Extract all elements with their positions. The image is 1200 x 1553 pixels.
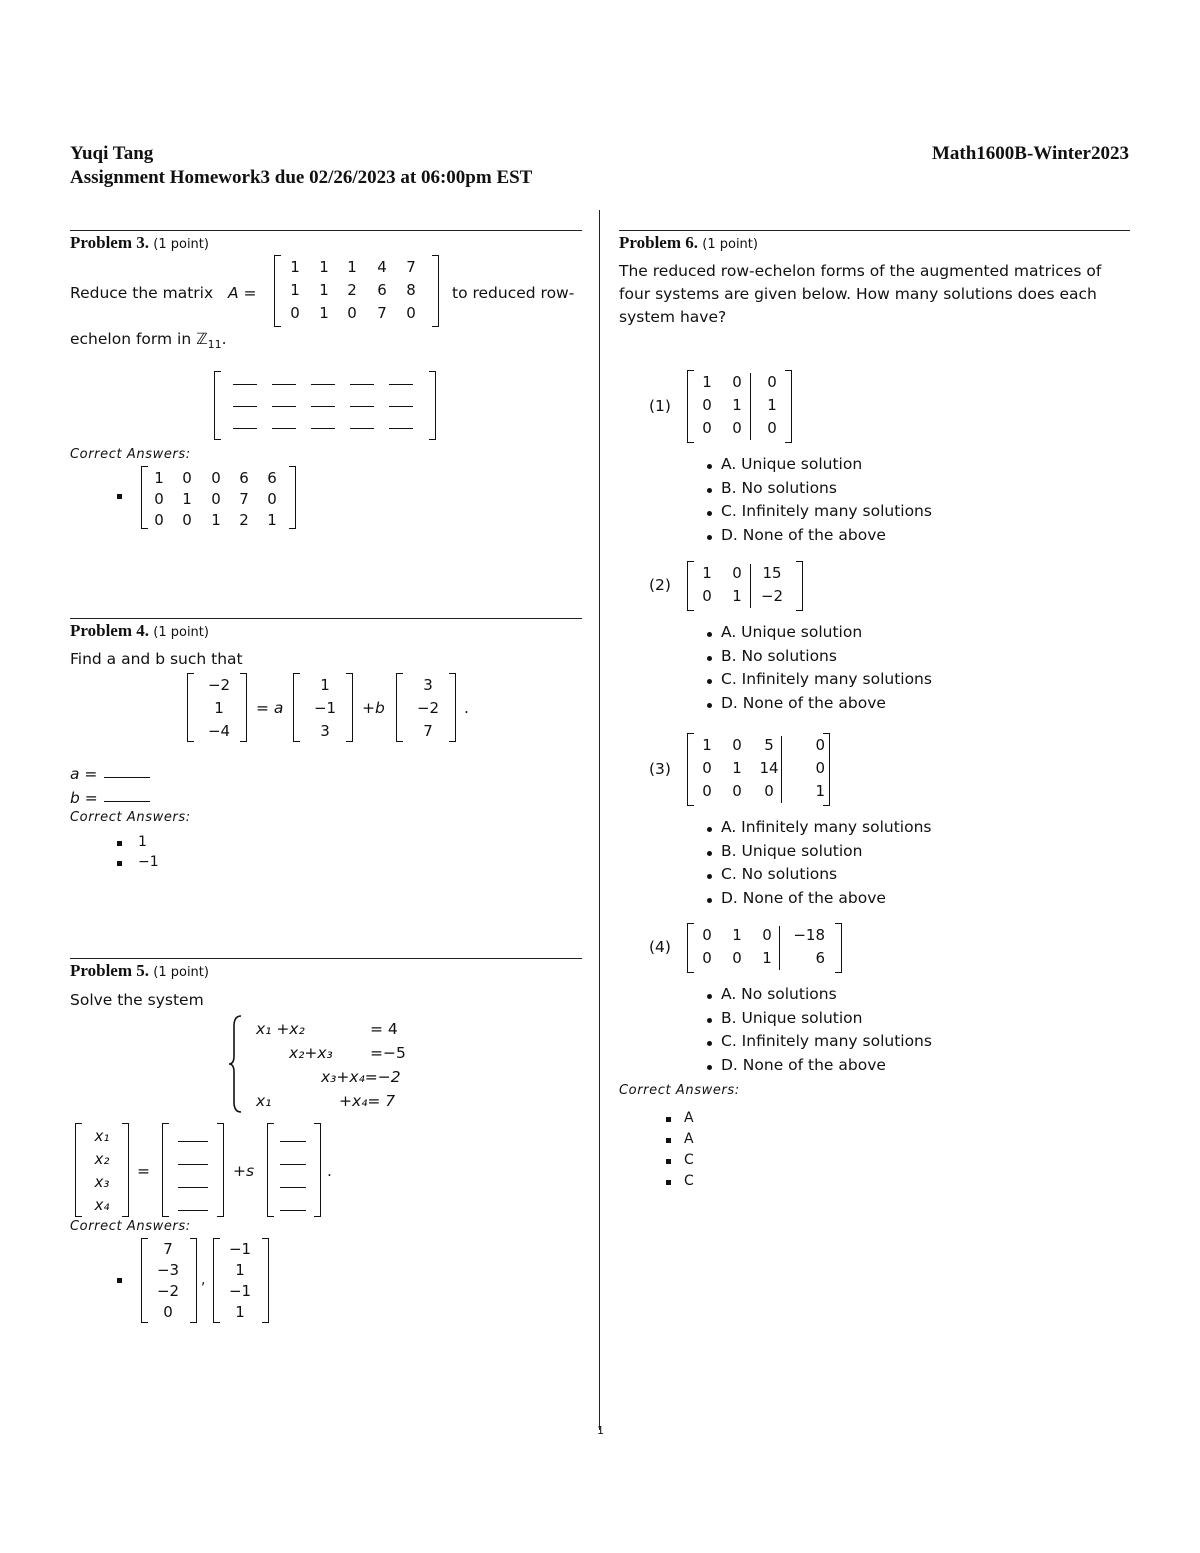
problem-3-text-line2: echelon form in ℤ$_{11}$. — [70, 330, 227, 352]
answer-matrix-input — [214, 371, 436, 441]
variable-cell: x₁ — [94, 1127, 110, 1145]
choice-bullet — [707, 874, 712, 879]
answer-blank-input[interactable] — [178, 1141, 208, 1142]
course-code: Math1600B-Winter2023 — [931, 143, 1129, 164]
matrix-cell: 0 — [732, 419, 742, 437]
variable-cell: x₂ — [94, 1150, 110, 1168]
matrix-cell: 0 — [815, 759, 825, 777]
choice-bullet — [707, 656, 712, 661]
matrix-cell: 6 — [239, 469, 249, 487]
choice-option: D. None of the above — [721, 525, 886, 544]
augment-bar — [779, 926, 780, 970]
answer-vector-2 — [213, 1238, 269, 1324]
system-row-2-rhs: =−5 — [370, 1044, 406, 1062]
matrix-cell: 4 — [377, 258, 387, 276]
choice-bullet — [707, 827, 712, 832]
matrix-cell: 1 — [290, 258, 300, 276]
augmented-matrix — [687, 370, 792, 444]
choice-bullet — [707, 851, 712, 856]
answer-blank-input[interactable] — [389, 384, 413, 385]
matrix-cell: −1 — [228, 1240, 252, 1258]
matrix-cell: 1 — [702, 736, 712, 754]
augment-bar — [750, 373, 751, 440]
matrix-cell: 0 — [764, 782, 774, 800]
augment-bar — [781, 736, 782, 803]
matrix-cell: 1 — [211, 511, 221, 529]
matrix-cell: 1 — [320, 676, 330, 694]
matrix-cell: 1 — [732, 587, 742, 605]
matrix-cell: −2 — [207, 676, 231, 694]
choice-bullet — [707, 464, 712, 469]
period: . — [327, 1162, 332, 1180]
answer-blank-input[interactable] — [389, 428, 413, 429]
answer-blank-input[interactable] — [350, 428, 374, 429]
problem-6-title: Problem 6. (1 point) — [619, 233, 758, 252]
b-input[interactable] — [104, 801, 150, 802]
answer-blank-input[interactable] — [272, 406, 296, 407]
system-row-4a: x₁ — [256, 1092, 272, 1110]
matrix-cell: 1 — [347, 258, 357, 276]
matrix-cell: 0 — [702, 396, 712, 414]
vector-2 — [396, 673, 456, 743]
answer-blank-input[interactable] — [233, 406, 257, 407]
matrix-cell: 1 — [702, 373, 712, 391]
answer-b: −1 — [138, 854, 159, 870]
choice-option: C. Infinitely many solutions — [721, 502, 932, 520]
problem-4-text: Find a and b such that — [70, 650, 243, 668]
system-row-2: x₂+x₃ — [289, 1044, 333, 1062]
problem-5-correct-label: Correct Answers: — [70, 1219, 191, 1234]
left-bracket — [687, 923, 694, 973]
answer-blank-input[interactable] — [178, 1164, 208, 1165]
matrix-cell: 1 — [290, 281, 300, 299]
matrix-cell: 1 — [214, 699, 224, 717]
matrix-cell: 0 — [767, 373, 777, 391]
augment-bar — [750, 564, 751, 608]
student-name: Yuqi Tang — [70, 143, 154, 164]
answer-blank-input[interactable] — [272, 384, 296, 385]
answer-blank-input[interactable] — [280, 1187, 306, 1188]
right-bracket — [796, 561, 803, 611]
problem-3-correct-label: Correct Answers: — [70, 447, 191, 462]
system-row-1-rhs: = 4 — [370, 1020, 398, 1038]
comma: , — [201, 1272, 206, 1288]
matrix-cell: 0 — [732, 736, 742, 754]
vector-1 — [293, 673, 353, 743]
choice-option: C. Infinitely many solutions — [721, 1032, 932, 1050]
matrix-cell: 0 — [815, 736, 825, 754]
choice-option: B. No solutions — [721, 646, 837, 665]
matrix-cell: 1 — [182, 490, 192, 508]
matrix-cell: 0 — [182, 511, 192, 529]
system-4 — [619, 923, 1139, 1091]
matrix-cell: 7 — [377, 304, 387, 322]
augmented-matrix — [687, 561, 803, 612]
matrix-cell: 8 — [406, 281, 416, 299]
matrix-cell: 5 — [764, 736, 774, 754]
system-label: (1) — [649, 396, 671, 415]
matrix-cell: 0 — [702, 926, 712, 944]
system-row-4b: +x₄= 7 — [339, 1092, 396, 1110]
answer-blank-input[interactable] — [311, 406, 335, 407]
problem-5-title: Problem 5. (1 point) — [70, 961, 209, 980]
matrix-cell: 1 — [702, 564, 712, 582]
particular-solution-input — [162, 1123, 224, 1218]
left-bracket — [687, 561, 694, 611]
system-label: (3) — [649, 759, 671, 778]
system-label: (2) — [649, 576, 671, 594]
matrix-cell: 14 — [759, 759, 779, 777]
choice-option: A. No solutions — [721, 985, 837, 1003]
matrix-cell: 0 — [702, 782, 712, 800]
matrix-cell: −18 — [793, 926, 825, 944]
left-bracket — [687, 370, 694, 443]
problem-4-title: Problem 4. (1 point) — [70, 621, 209, 640]
variable-cell: x₄ — [94, 1196, 110, 1214]
matrix-cell: 0 — [154, 511, 164, 529]
problem-4-rule — [70, 618, 582, 619]
system-row-1: x₁ +x₂ — [256, 1020, 305, 1038]
answer-blank-input[interactable] — [350, 384, 374, 385]
matrix-cell: −3 — [156, 1261, 180, 1279]
matrix-cell: 7 — [239, 490, 249, 508]
matrix-cell: 0 — [732, 564, 742, 582]
choice-bullet — [707, 511, 712, 516]
matrix-cell: 0 — [762, 926, 772, 944]
answer-blank-input[interactable] — [350, 406, 374, 407]
choice-option: D. None of the above — [721, 1055, 886, 1074]
matrix-cell: 2 — [347, 281, 357, 299]
matrix-cell: 7 — [163, 1240, 173, 1258]
problem-3-text-after: to reduced row- — [452, 284, 575, 302]
augmented-matrix — [687, 923, 842, 974]
choice-bullet — [707, 898, 712, 903]
matrix-cell: 0 — [732, 782, 742, 800]
eq-a: = a — [256, 699, 284, 717]
matrix-cell: 6 — [267, 469, 277, 487]
matrix-cell: 0 — [182, 469, 192, 487]
problem-6-text: The reduced row-echelon forms of the augmented matrices of four systems are given below. How many solutions does each system have? — [619, 262, 1102, 326]
choice-bullet — [707, 679, 712, 684]
system-row-3: x₃+x₄=−2 — [321, 1068, 401, 1086]
problem-3-rule — [70, 230, 582, 231]
matrix-cell: 1 — [767, 396, 777, 414]
b-label: b = — [70, 789, 98, 807]
bullet — [666, 1138, 671, 1143]
answer-letter: A — [684, 1110, 694, 1126]
matrix-cell: 0 — [702, 419, 712, 437]
matrix-cell: 1 — [762, 949, 772, 967]
problem-5-text: Solve the system — [70, 991, 204, 1009]
answer-blank-input[interactable] — [178, 1187, 208, 1188]
matrix-cell: 0 — [702, 949, 712, 967]
choice-option: A. Unique solution — [721, 455, 863, 473]
choice-option: A. Infinitely many solutions — [721, 818, 932, 836]
matrix-cell: 0 — [163, 1303, 173, 1321]
answer-blank-input[interactable] — [272, 428, 296, 429]
choice-option: B. Unique solution — [721, 1008, 863, 1027]
matrix-cell: 0 — [406, 304, 416, 322]
choice-bullet — [707, 1065, 712, 1070]
choice-option: C. No solutions — [721, 865, 838, 883]
matrix-cell: 0 — [732, 373, 742, 391]
right-bracket — [835, 923, 842, 973]
choice-bullet — [707, 1041, 712, 1046]
answer-blank-input[interactable] — [389, 406, 413, 407]
matrix-cell: 3 — [320, 722, 330, 740]
bullet — [666, 1180, 671, 1185]
choice-bullet — [707, 1018, 712, 1023]
answer-blank-input[interactable] — [280, 1210, 306, 1211]
answer-blank-input[interactable] — [311, 384, 335, 385]
column-divider — [599, 210, 600, 1430]
matrix-cell: 1 — [732, 759, 742, 777]
problem-3-text: Reduce the matrix — [70, 284, 214, 302]
matrix-a — [274, 255, 439, 329]
matrix-cell: 6 — [377, 281, 387, 299]
matrix-cell: 1 — [319, 258, 329, 276]
bullet — [666, 1117, 671, 1122]
answer-blank-input[interactable] — [178, 1210, 208, 1211]
matrix-cell: 0 — [211, 490, 221, 508]
assignment-title: Assignment Homework3 due 02/26/2023 at 06:00pm EST — [70, 167, 533, 188]
plus-b: +b — [362, 699, 385, 717]
answer-letter: C — [684, 1152, 694, 1168]
matrix-cell: 0 — [702, 587, 712, 605]
matrix-cell: 7 — [423, 722, 433, 740]
matrix-cell: 1 — [154, 469, 164, 487]
matrix-cell: 1 — [732, 926, 742, 944]
matrix-cell: −4 — [207, 722, 231, 740]
problem-6-correct-label: Correct Answers: — [619, 1083, 740, 1098]
matrix-cell: 1 — [732, 396, 742, 414]
bullet — [117, 841, 122, 846]
answer-blank-input[interactable] — [233, 428, 257, 429]
matrix-cell: 0 — [290, 304, 300, 322]
problem-5-rule — [70, 958, 582, 959]
answer-a: 1 — [138, 834, 147, 850]
matrix-cell: −1 — [313, 699, 337, 717]
matrix-cell: 1 — [815, 782, 825, 800]
matrix-cell: 1 — [319, 281, 329, 299]
system-label: (4) — [649, 938, 671, 956]
vars-vector — [75, 1123, 129, 1218]
left-bracket — [687, 733, 694, 806]
matrix-cell: 0 — [347, 304, 357, 322]
choice-option: A. Unique solution — [721, 623, 863, 641]
matrix-cell: 0 — [211, 469, 221, 487]
matrix-cell: 3 — [423, 676, 433, 694]
problem-3-answer-matrix — [141, 466, 296, 530]
choice-bullet — [707, 994, 712, 999]
bullet — [117, 861, 122, 866]
answer-letter: C — [684, 1173, 694, 1189]
bullet — [117, 1278, 122, 1283]
matrix-cell: −1 — [228, 1282, 252, 1300]
choice-option: D. None of the above — [721, 693, 886, 712]
page-number: 1 — [597, 1424, 604, 1437]
a-label: a = — [70, 765, 98, 783]
matrix-cell: −2 — [760, 587, 784, 605]
problem-4-correct-label: Correct Answers: — [70, 810, 191, 825]
bullet — [117, 494, 122, 499]
period: . — [464, 699, 469, 717]
augmented-matrix — [687, 733, 830, 807]
choice-option: B. Unique solution — [721, 841, 863, 860]
matrix-cell: 0 — [154, 490, 164, 508]
choice-option: C. Infinitely many solutions — [721, 670, 932, 688]
vector-lhs — [187, 673, 247, 743]
matrix-cell: 0 — [767, 419, 777, 437]
choice-bullet — [707, 632, 712, 637]
bullet — [666, 1159, 671, 1164]
matrix-cell: 0 — [267, 490, 277, 508]
plus-s: +s — [233, 1162, 255, 1180]
matrix-cell: 15 — [762, 564, 782, 582]
matrix-cell: 2 — [239, 511, 249, 529]
variable-cell: x₃ — [94, 1173, 110, 1191]
matrix-cell: 0 — [732, 949, 742, 967]
matrix-cell: 1 — [235, 1303, 245, 1321]
choice-option: D. None of the above — [721, 888, 886, 907]
matrix-cell: 1 — [319, 304, 329, 322]
choice-bullet — [707, 703, 712, 708]
matrix-cell: −2 — [416, 699, 440, 717]
system-3 — [619, 733, 1139, 924]
matrix-cell: 1 — [267, 511, 277, 529]
answer-letter: A — [684, 1131, 694, 1147]
answer-blank-input[interactable] — [280, 1164, 306, 1165]
a-input[interactable] — [104, 777, 150, 778]
answer-blank-input[interactable] — [280, 1141, 306, 1142]
direction-vector-input — [267, 1123, 321, 1218]
answer-blank-input[interactable] — [233, 384, 257, 385]
matrix-cell: 1 — [235, 1261, 245, 1279]
matrix-cell: −2 — [156, 1282, 180, 1300]
system-1 — [619, 370, 1139, 561]
matrix-cell: 6 — [815, 949, 825, 967]
matrix-a-label: A = — [228, 284, 257, 302]
problem-6-rule — [619, 230, 1130, 231]
matrix-cell: 7 — [406, 258, 416, 276]
system-2 — [619, 561, 1139, 729]
choice-bullet — [707, 488, 712, 493]
matrix-cell: 0 — [702, 759, 712, 777]
answer-blank-input[interactable] — [311, 428, 335, 429]
system-brace — [228, 1014, 244, 1121]
answer-vector-1 — [141, 1238, 197, 1324]
choice-bullet — [707, 535, 712, 540]
problem-3-title: Problem 3. (1 point) — [70, 233, 209, 252]
eq-sign: = — [137, 1162, 150, 1180]
choice-option: B. No solutions — [721, 478, 837, 497]
